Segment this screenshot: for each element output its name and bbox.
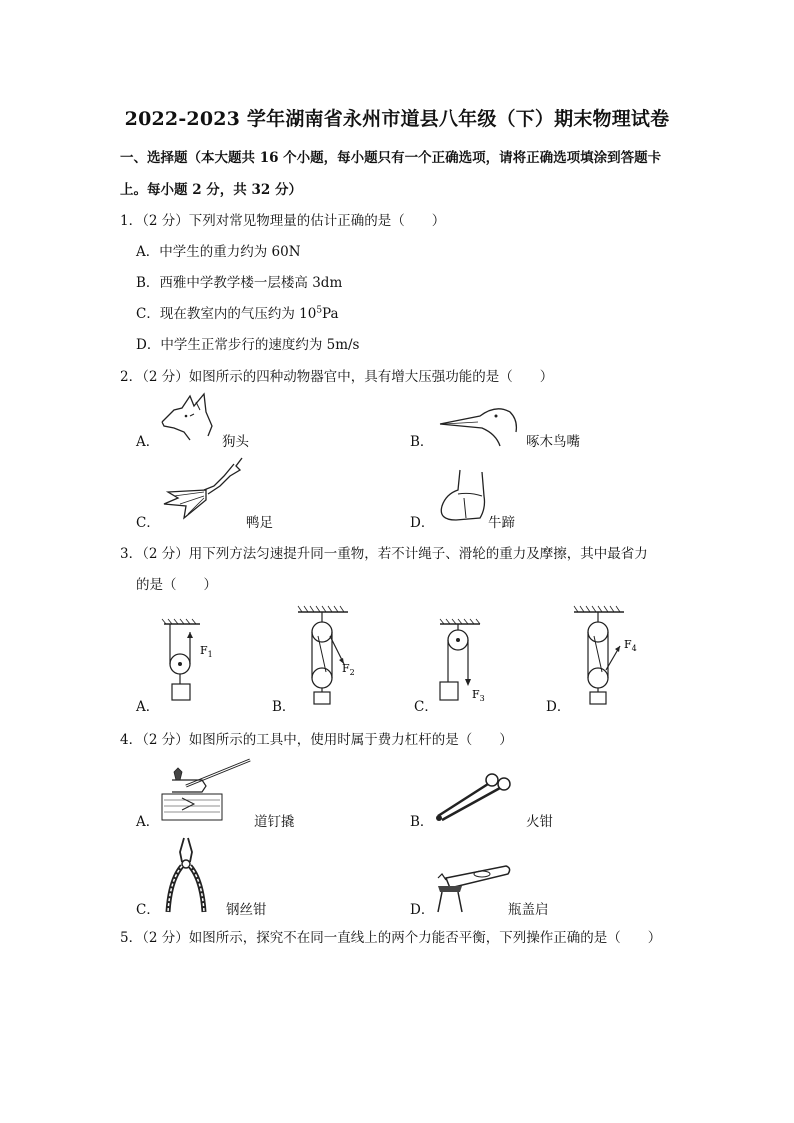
spike-lever-caption: 道钉撬 <box>254 814 295 830</box>
question-3-stem-line2: 的是（ ） <box>136 577 217 593</box>
pulley-d-icon <box>572 606 648 710</box>
question-1-stem: 1．（2 分）下列对常见物理量的估计正确的是（ ） <box>120 213 446 229</box>
option-c-unit: Pa <box>322 306 339 322</box>
question-2-letter-a: A． <box>136 434 160 450</box>
question-2-stem: 2．（2 分）如图所示的四种动物器官中，具有增大压强功能的是（ ） <box>120 369 554 385</box>
pulley-b-icon <box>296 606 366 710</box>
question-3-letter-c: C． <box>414 699 438 715</box>
force-label-f2: $F_2$ <box>342 662 355 677</box>
section-header-line2: 上。每小题 2 分，共 32 分） <box>120 182 302 198</box>
pliers-caption: 钢丝钳 <box>226 902 267 918</box>
fire-tongs-icon <box>434 770 514 826</box>
bottle-opener-icon <box>432 864 512 914</box>
cow-hoof-caption: 牛蹄 <box>488 515 515 531</box>
question-3-letter-a: A． <box>136 699 160 715</box>
question-4-letter-a: A． <box>136 814 160 830</box>
question-1-option-d: D．中学生正常步行的速度约为 5m/s <box>136 337 360 353</box>
pulley-c-icon <box>436 618 496 710</box>
pliers-icon <box>162 836 210 916</box>
pulley-a-icon <box>160 618 220 710</box>
spike-lever-icon <box>162 758 254 824</box>
bottle-opener-caption: 瓶盖启 <box>508 902 549 918</box>
page-title: 2022-2023 学年湖南省永州市道县八年级（下）期末物理试卷 <box>124 108 670 130</box>
question-3-letter-d: D． <box>546 699 571 715</box>
fire-tongs-caption: 火钳 <box>526 814 553 830</box>
question-4-letter-c: C． <box>136 902 160 918</box>
woodpecker-beak-icon <box>440 398 520 448</box>
force-label-f1: $F_1$ <box>200 644 213 659</box>
dog-head-caption: 狗头 <box>222 434 249 450</box>
force-label-f3: $F_3$ <box>472 688 485 703</box>
question-2-letter-b: B． <box>410 434 434 450</box>
question-3-letter-b: B． <box>272 699 296 715</box>
dog-head-icon <box>160 392 220 444</box>
option-c-text: C．现在教室内的气压约为 10 <box>136 306 317 322</box>
woodpecker-caption: 啄木鸟嘴 <box>526 434 580 450</box>
question-3-stem-line1: 3．（2 分）用下列方法匀速提升同一重物，若不计绳子、滑轮的重力及摩擦，其中最省力 <box>120 546 648 562</box>
question-4-letter-b: B． <box>410 814 434 830</box>
question-1-option-c <box>136 302 339 322</box>
question-2-letter-c: C． <box>136 515 160 531</box>
duck-foot-icon <box>160 456 250 524</box>
question-2-letter-d: D． <box>410 515 435 531</box>
duck-foot-caption: 鸭足 <box>246 515 273 531</box>
question-4-stem: 4．（2 分）如图所示的工具中，使用时属于费力杠杆的是（ ） <box>120 732 513 748</box>
question-1-option-a: A．中学生的重力约为 60N <box>136 244 301 260</box>
cow-hoof-icon <box>436 468 488 524</box>
question-4-letter-d: D． <box>410 902 435 918</box>
force-label-f4: $F_4$ <box>624 638 637 653</box>
question-1-option-b: B．西雅中学教学楼一层楼高 3dm <box>136 275 343 291</box>
section-header-line1: 一、选择题（本大题共 16 个小题，每小题只有一个正确选项，请将正确选项填涂到答题卡 <box>120 150 662 166</box>
question-5-stem: 5．（2 分）如图所示，探究不在同一直线上的两个力能否平衡，下列操作正确的是（ ） <box>120 930 662 946</box>
option-c-exponent: 5 <box>316 305 323 316</box>
